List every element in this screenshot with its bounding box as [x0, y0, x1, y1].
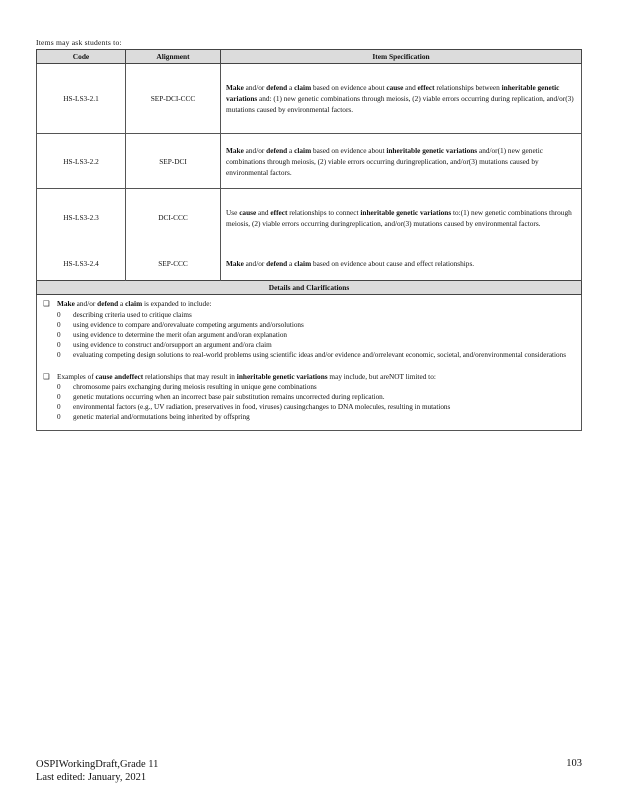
spec-text: and	[403, 83, 418, 92]
sub-bullet-marker: 0	[57, 350, 61, 359]
spec-text: based on evidence about	[311, 83, 387, 92]
list-item	[57, 402, 575, 412]
lead-keyword: Make	[57, 299, 75, 308]
row-code: HS-LS3-2.3	[37, 189, 126, 247]
lead-keyword: defend	[97, 299, 119, 308]
spec-text: relationships to connect	[287, 207, 361, 217]
list-item	[57, 350, 575, 360]
page-number: 103	[566, 758, 582, 769]
table-row	[37, 247, 582, 281]
footer-edit-date: Last edited: January, 2021	[36, 772, 147, 783]
spec-text: Use	[226, 207, 240, 217]
spec-text: to:(1) new genetic combinations through meiosis, (2) viable errors occurring duringreplication, and/or(3) mutations caused by environmental factors.	[226, 207, 572, 228]
spec-keyword: cause	[239, 207, 257, 217]
spec-text: a	[287, 145, 295, 155]
spec-text: and: (1) new genetic combinations through meiosis, (2) viable errors occurring during replication, and/or(3) mutations caused by environmental factors.	[226, 94, 574, 114]
sub-bullet-marker: 0	[57, 340, 61, 349]
checkbox-bullet-icon: ❑	[43, 371, 50, 381]
list-item	[57, 392, 575, 402]
list-item	[57, 310, 575, 320]
spec-keyword: inheritable genetic variations	[226, 83, 560, 103]
item-specification-table	[36, 49, 582, 431]
row-code: HS-LS3-2.2	[37, 134, 126, 189]
sub-bullet-marker: 0	[57, 310, 61, 319]
list-item	[57, 412, 575, 422]
sub-item-list	[57, 310, 575, 360]
spec-keyword: cause	[386, 83, 404, 92]
footer-draft-label: OSPIWorkingDraft,Grade 11	[36, 759, 159, 770]
sub-bullet-marker: 0	[57, 413, 61, 421]
spec-text: and/or	[243, 145, 267, 155]
spec-text: relationships between	[434, 83, 502, 92]
sub-item-text: genetic mutations occurring when an incorrect base pair substitution remains uncorrected during replication.	[73, 393, 385, 401]
spec-keyword: defend	[266, 145, 288, 155]
sub-bullet-marker: 0	[57, 393, 61, 401]
sub-item-text: chromosome pairs exchanging during meiosis resulting in unique gene combinations	[73, 383, 317, 391]
spec-keyword: Make	[226, 258, 244, 268]
table-row	[37, 64, 582, 134]
spec-keyword: claim	[294, 258, 312, 268]
lead-keyword: cause	[95, 371, 113, 381]
row-specification	[221, 247, 582, 281]
spec-keyword: effect	[417, 83, 435, 92]
details-row	[37, 295, 582, 431]
sub-item-list	[57, 382, 575, 422]
details-header: Details and Clarifications	[37, 281, 582, 295]
spec-text: a	[287, 83, 295, 92]
item-specification-header: Item Specification	[221, 50, 582, 64]
lead-keyword: inheritable genetic variations	[236, 371, 328, 381]
row-alignment: SEP-CCC	[126, 247, 221, 281]
spec-text: a	[287, 258, 295, 268]
list-item	[57, 320, 575, 330]
row-alignment: SEP-DCI-CCC	[126, 64, 221, 134]
spec-keyword: inheritable genetic variations	[360, 207, 452, 217]
sub-item-text: using evidence to construct and/orsupport an argument and/ora claim	[73, 340, 272, 349]
list-item	[57, 340, 575, 350]
sub-item-text: describing criteria used to critique claims	[73, 310, 192, 319]
spec-keyword: effect	[270, 207, 288, 217]
lead-text: a	[118, 299, 126, 308]
row-alignment: SEP-DCI	[126, 134, 221, 189]
spec-text: and/or	[243, 258, 267, 268]
lead-keyword: claim	[125, 299, 143, 308]
sub-item-text: environmental factors (e.g., UV radiation, preservatives in food, viruses) causingchanges to DNA molecules, resulting in mutations	[73, 403, 451, 411]
spec-keyword: claim	[294, 145, 312, 155]
spec-keyword: claim	[294, 83, 312, 92]
spec-text: based on evidence about	[311, 145, 387, 155]
sub-bullet-marker: 0	[57, 330, 61, 339]
details-header-row	[37, 281, 582, 295]
spec-keyword: defend	[266, 258, 288, 268]
lead-text: Examples of	[57, 371, 96, 381]
spec-text: and/or	[243, 83, 267, 92]
spec-text: based on evidence about cause and effect relationships.	[311, 258, 475, 268]
row-code: HS-LS3-2.4	[37, 247, 126, 281]
sub-item-text: using evidence to compare and/orevaluate competing arguments and/orsolutions	[73, 320, 304, 329]
sub-item-text: evaluating competing design solutions to real-world problems using scientific ideas and/or evidence and/orrelevant economic, societal, and/orenvironmental considerations	[73, 350, 566, 359]
row-specification	[221, 189, 582, 247]
row-code: HS-LS3-2.1	[37, 64, 126, 134]
sub-bullet-marker: 0	[57, 383, 61, 391]
spec-text: and/or(1) new genetic combinations through meiosis, (2) viable errors occurring duringreplication, and/or(3) mutations caused by environmental factors.	[226, 145, 543, 177]
table-header-row	[37, 50, 582, 64]
code-header: Code	[37, 50, 126, 64]
lead-text: relationships that may result in	[143, 371, 237, 381]
list-item	[57, 382, 575, 392]
table-row	[37, 189, 582, 247]
lead-text: may include, but areNOT limited to:	[327, 371, 436, 381]
details-bullet	[43, 372, 575, 423]
alignment-header: Alignment	[126, 50, 221, 64]
bullet-lead-text	[57, 299, 211, 310]
bullet-lead-text	[57, 372, 436, 383]
footer	[36, 758, 158, 784]
row-alignment: DCI-CCC	[126, 189, 221, 247]
checkbox-bullet-icon: ❑	[43, 299, 50, 308]
sub-item-text: using evidence to determine the merit ofan argument and/oran explanation	[73, 330, 288, 339]
details-bullet	[43, 299, 575, 360]
list-item	[57, 330, 575, 340]
sub-bullet-marker: 0	[57, 320, 61, 329]
sub-item-text: genetic material and/ormutations being inherited by offspring	[73, 413, 250, 421]
spec-keyword: defend	[266, 83, 288, 92]
sub-bullet-marker: 0	[57, 403, 61, 411]
intro-text: Items may ask students to:	[36, 38, 122, 47]
spec-keyword: inheritable genetic variations	[386, 145, 478, 155]
spec-keyword: Make	[226, 83, 244, 92]
lead-keyword: andeffect	[114, 371, 144, 381]
spec-keyword: Make	[226, 145, 244, 155]
row-specification	[221, 64, 582, 134]
row-specification	[221, 134, 582, 189]
lead-text: and/or	[74, 299, 98, 308]
table-row	[37, 134, 582, 189]
details-cell	[37, 295, 582, 431]
lead-text: is expanded to include:	[142, 299, 212, 308]
spec-text: and	[256, 207, 271, 217]
